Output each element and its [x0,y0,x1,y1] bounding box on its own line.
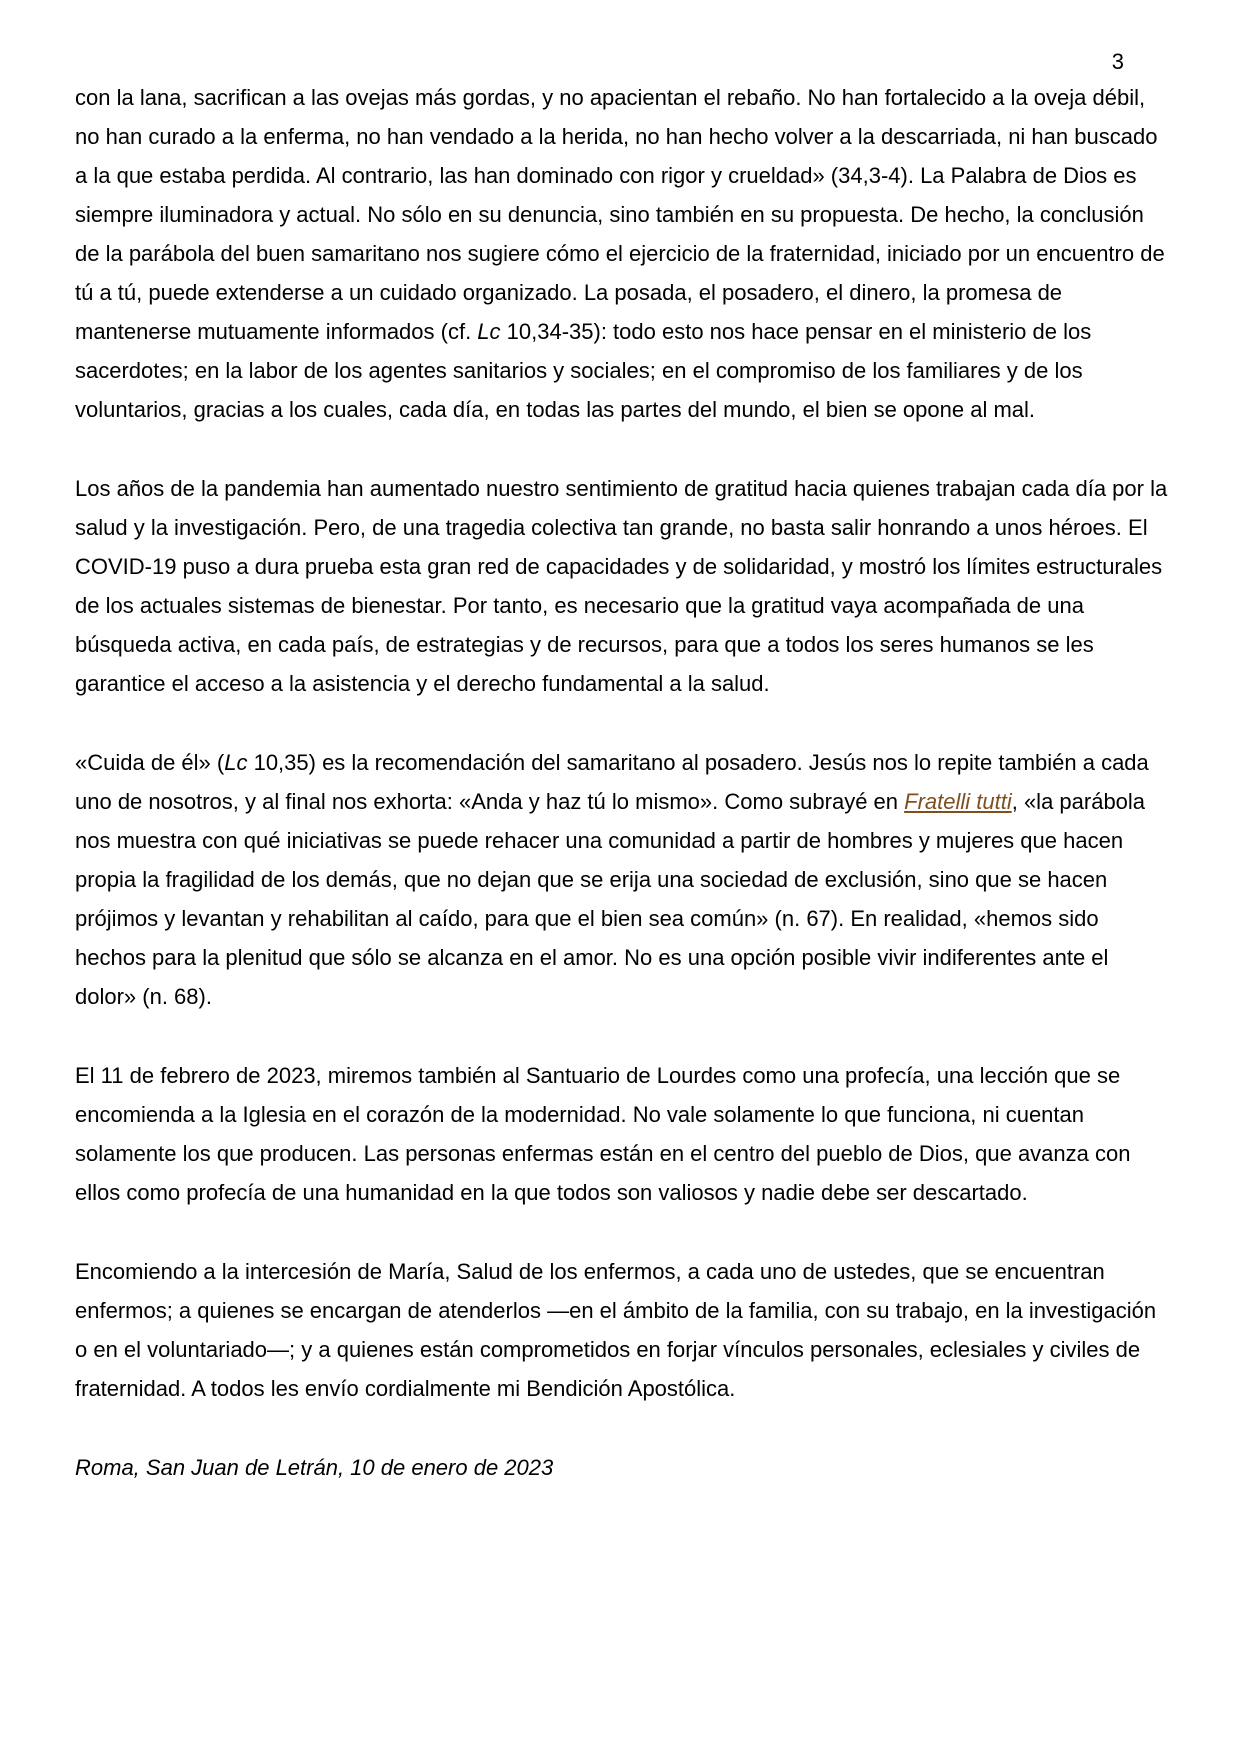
fratelli-tutti-link[interactable]: Fratelli tutti [904,789,1012,814]
paragraph-5 [75,1252,1170,1408]
page-number: 3 [1111,49,1124,74]
text-segment: «Cuida de él» ( [75,750,225,775]
paragraph-1 [75,78,1170,429]
paragraph-4 [75,1056,1170,1212]
text-segment: 10,34-35): todo esto nos hace pensar en el ministerio de los sacerdotes; en la labor de los agentes sanitarios y sociales; en el compromiso de los familiares y de los voluntarios, gracias a los cuales, cada día, en todas las partes del mundo, el bien se opone al mal. [75,319,1092,422]
paragraph-dateline [75,1448,1170,1487]
text-segment: con la lana, sacrifican a las ovejas más gordas, y no apacientan el rebaño. No han fortalecido a la oveja débil, no han curado a la enferma, no han vendado a la herida, no han hecho volver a la descarriada, ni han buscado a la que estaba perdida. Al contrario, las han dominado con rigor y crueldad» (34,3-4). La Palabra de Dios es siempre iluminadora y actual. No sólo en su denuncia, sino también en su propuesta. De hecho, la conclusión de la parábola del buen samaritano nos sugiere cómo el ejercicio de la fraternidad, iniciado por un encuentro de tú a tú, puede extenderse a un cuidado organizado. La posada, el posadero, el dinero, la promesa de mantenerse mutuamente informados (cf. [75,85,1165,344]
text-segment: 10,35) es la recomendación del samaritano al posadero. Jesús nos lo repite también a cada uno de nosotros, y al final nos exhorta: «Anda y haz tú lo mismo». Como subrayé en [75,750,1149,814]
text-segment: Lc [224,750,248,775]
text-segment: Encomiendo a la intercesión de María, Salud de los enfermos, a cada uno de ustedes, que se encuentran enfermos; a quienes se encargan de atenderlos —en el ámbito de la familia, con su trabajo, en la investigación o en el voluntariado—; y a quienes están comprometidos en forjar vínculos personales, eclesiales y civiles de fraternidad. A todos les envío cordialmente mi Bendición Apostólica. [75,1259,1157,1401]
text-segment: Lc [477,319,501,344]
text-segment: Los años de la pandemia han aumentado nuestro sentimiento de gratitud hacia quienes trabajan cada día por la salud y la investigación. Pero, de una tragedia colectiva tan grande, no basta salir honrando a unos héroes. El COVID-19 puso a dura prueba esta gran red de capacidades y de solidaridad, y mostró los límites estructurales de los actuales sistemas de bienestar. Por tanto, es necesario que la gratitud vaya acompañada de una búsqueda activa, en cada país, de estrategias y de recursos, para que a todos los seres humanos se les garantice el acceso a la asistencia y el derecho fundamental a la salud. [75,476,1168,696]
document-body [75,78,1170,1527]
paragraph-3 [75,743,1170,1016]
paragraph-2 [75,469,1170,703]
text-segment: El 11 de febrero de 2023, miremos también al Santuario de Lourdes como una profecía, una lección que se encomienda a la Iglesia en el corazón de la modernidad. No vale solamente lo que funciona, ni cuentan solamente los que producen. Las personas enfermas están en el centro del pueblo de Dios, que avanza con ellos como profecía de una humanidad en la que todos son valiosos y nadie debe ser descartado. [75,1063,1131,1205]
text-segment: , «la parábola nos muestra con qué iniciativas se puede rehacer una comunidad a partir de hombres y mujeres que hacen propia la fragilidad de los demás, que no dejan que se erija una sociedad de exclusión, sino que se hacen prójimos y levantan y rehabilitan al caído, para que el bien sea común» (n. 67). En realidad, «hemos sido hechos para la plenitud que sólo se alcanza en el amor. No es una opción posible vivir indiferentes ante el dolor» (n. 68). [75,789,1146,1009]
text-segment: Roma, San Juan de Letrán, 10 de enero de 2023 [75,1455,554,1480]
